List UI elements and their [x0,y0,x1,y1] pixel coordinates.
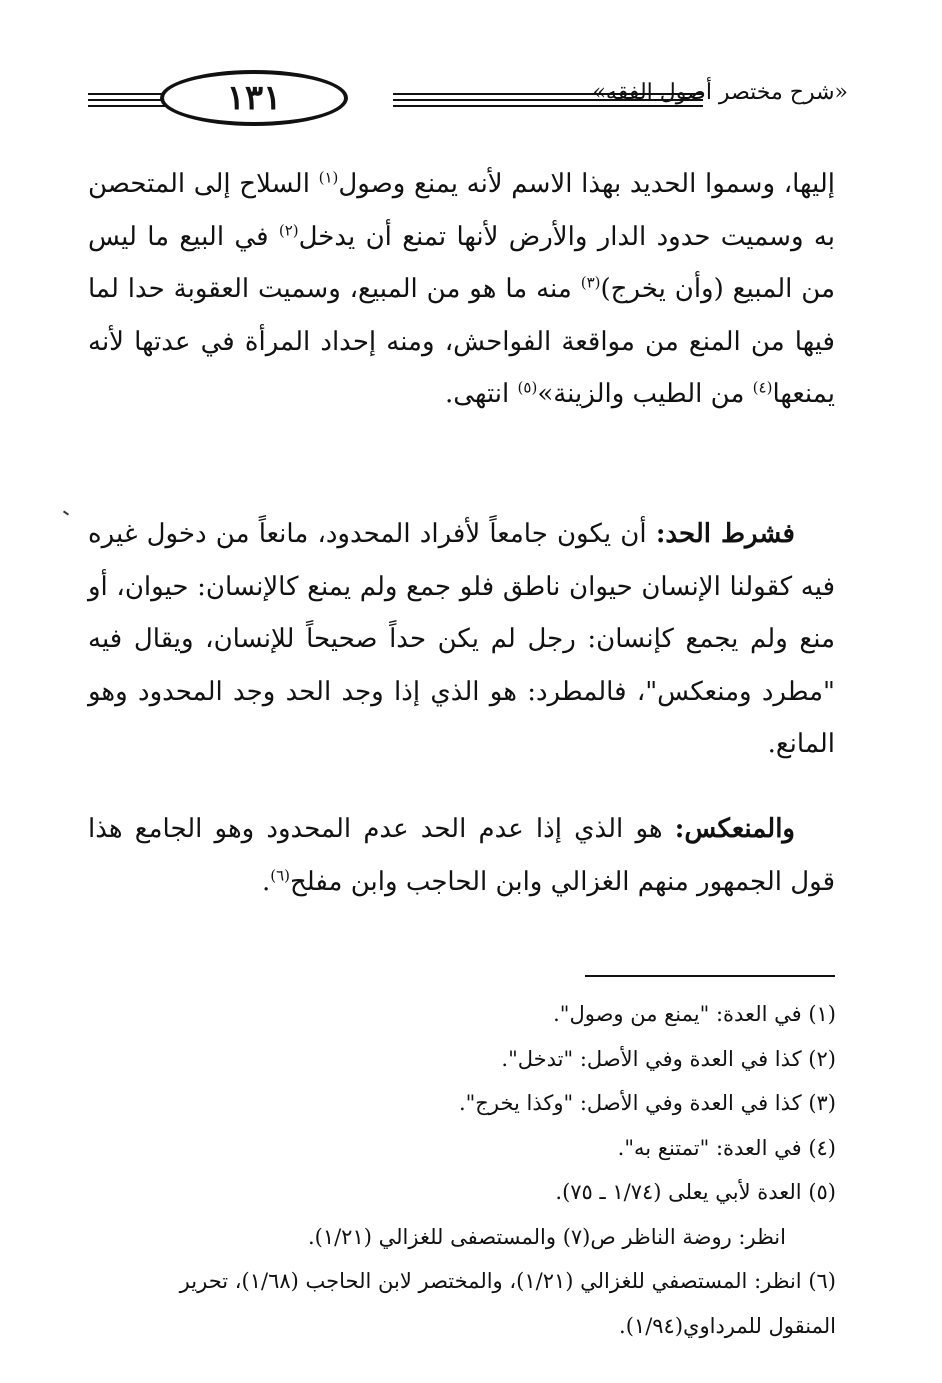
footnote: (١) في العدة: "يمنع من وصول". [553,1002,836,1026]
footnote: (٣) كذا في العدة وفي الأصل: "وكذا يخرج". [458,1091,836,1115]
paragraph-text: في البيع ما ليس من المبيع (وأن يخرج) [88,221,835,304]
paragraph-text: هو الذي إذا عدم الحد عدم المحدود وهو الجامع هذا قول الجمهور منهم الغزالي وابن الحاجب وابن مفلح [88,814,835,897]
footnote-marker: (٣) [580,273,601,292]
footnote-marker: (٦) [270,865,291,884]
footnote-marker: (٥) [517,378,538,397]
paragraph-text: أن يكون جامعاً لأفراد المحدود، مانعاً من دخول غيره فيه كقولنا الإنسان حيوان ناطق فلو جمع ولم يمنع كالإنسان: حيوان، أو منع ولم يجمع كإنسان: رجل لم يكن حداً صحيحاً للإنسان، ويقال فيه "مطرد ومنعكس"، فالمطرد: هو الذي إذا وجد الحد وجد المحدود وهو المانع. [88,519,835,759]
scan-mark [63,510,69,515]
term-heading: فشرط الحد: [655,519,795,549]
footnote-marker: (٢) [278,220,299,239]
term-heading: والمنعكس: [674,814,795,844]
page-header [88,62,848,132]
footnote-marker: (٤) [752,378,773,397]
paragraph [88,803,835,908]
footnotes [120,992,836,1348]
paragraph-text: . [261,866,271,897]
paragraph-text: انتهى. [445,379,518,409]
page-number: ١٣١ [160,70,348,126]
paragraph [88,158,835,421]
paragraph-text: إليها، وسموا الحديد بهذا الاسم لأنه يمنع وصول [338,169,835,199]
paragraph-text: السلاح إلى المتحصن به وسميت حدود الدار والأرض لأنها تمنع أن يدخل [88,169,835,252]
footnote: (٤) في العدة: "تمتنع به". [617,1135,836,1160]
footnote-continuation: انظر: روضة الناظر ص(٧) والمستصفى للغزالي (١/٢١). [307,1224,786,1249]
paragraph-text: منه ما هو من المبيع، وسميت العقوبة حدا لما فيها من المنع من مواقعة الفواحش، ومنه إحداد المرأة في عدتها لأنه يمنعها [88,274,835,409]
footnote-marker: (١) [318,168,339,187]
footnote: (٥) العدة لأبي يعلى (١/٧٤ ـ ٧٥). [555,1180,836,1204]
footnote-separator [585,975,835,977]
paragraph [88,508,835,771]
paragraph-text: من الطيب والزينة» [537,379,753,409]
running-title: «شرح مختصر أصول الفقه» [592,80,848,105]
footnote: (٦) انظر: المستصفي للغزالي (١/٢١)، والمختصر لابن الحاجب (١/٦٨)، تحرير المنقول للمرداوي(١/٩٤). [179,1269,836,1338]
header-rule [393,105,703,107]
footnote: (٢) كذا في العدة وفي الأصل: "تدخل". [501,1046,836,1071]
